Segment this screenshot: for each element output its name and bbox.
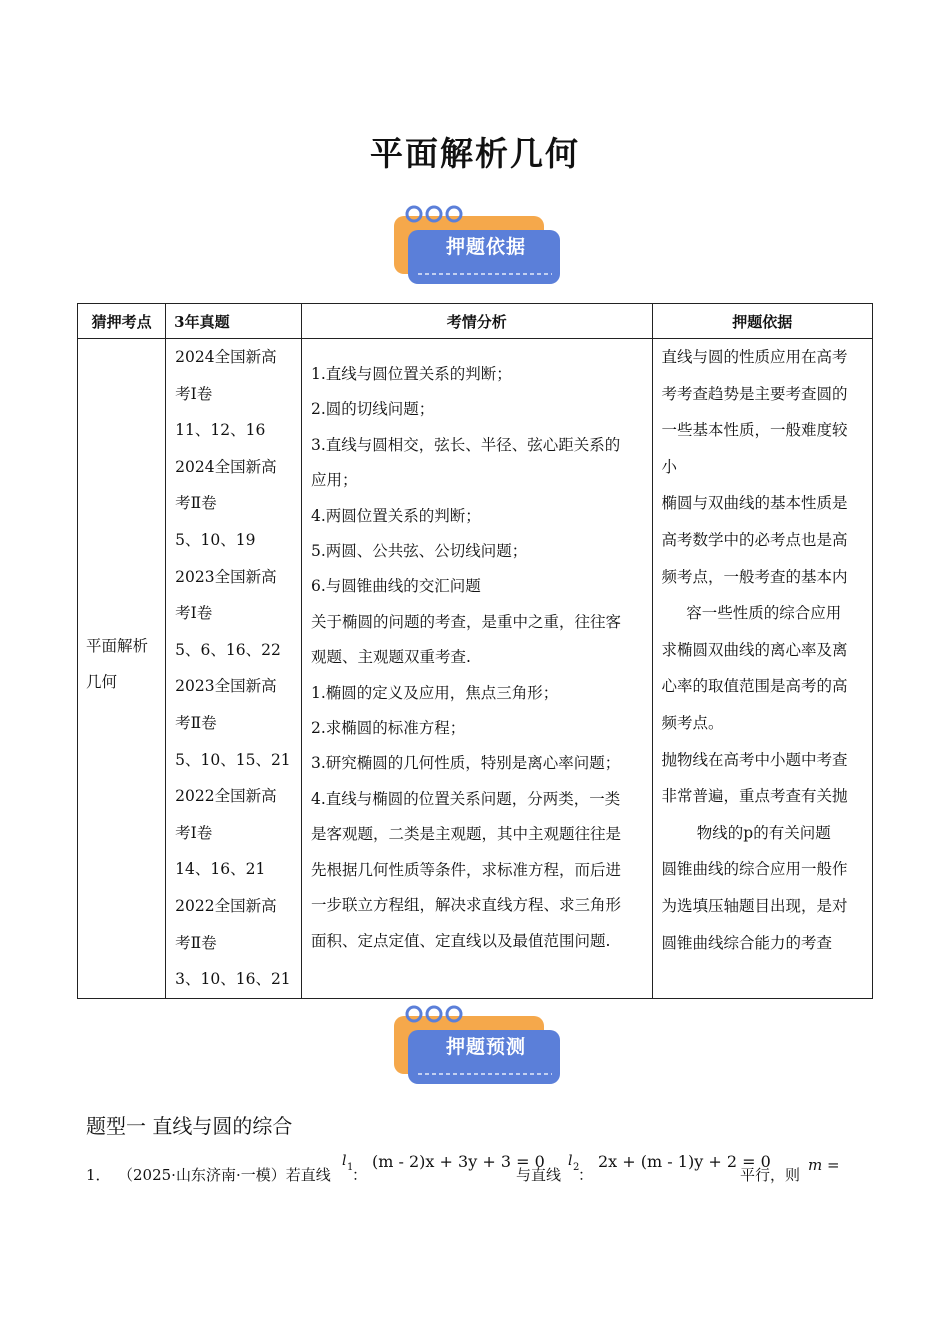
header-topic: 猜押考点 (78, 304, 166, 339)
list-item: 高考数学中的必考点也是高 (661, 530, 848, 549)
question-source: （2025·山东济南·一模）若直线 (118, 1166, 331, 1184)
question-mid: 与直线 (516, 1166, 562, 1184)
list-item: 一步联立方程组，解决求直线方程、求三角形 (310, 896, 621, 915)
list-item: 5.两圆、公共弦、公切线问题； (310, 542, 528, 561)
exam-table (77, 303, 873, 999)
list-item: 3.研究椭圆的几何性质，特别是离心率问题； (310, 754, 621, 773)
line-l2-symbol: l (568, 1153, 573, 1169)
line-l1-symbol: l (342, 1153, 347, 1169)
page-title: 平面解析几何 (370, 134, 580, 173)
list-item: 3、10、16、21 (175, 970, 291, 989)
topic-text: 平面解析几何 (86, 637, 149, 692)
list-item: 圆锥曲线综合能力的考查 (661, 933, 833, 952)
list-item: 5、6、16、22 (175, 640, 281, 659)
list-item: 心率的取值范围是高考的高 (661, 677, 848, 696)
list-item: 考考查趋势是主要考查圆的 (661, 384, 848, 403)
list-item: 考Ⅱ卷 (175, 933, 217, 952)
header-basis: 押题依据 (652, 304, 872, 339)
list-item: 1.椭圆的定义及应用，焦点三角形； (310, 683, 559, 702)
list-item: 直线与圆的性质应用在高考 (661, 348, 848, 366)
analysis-cell (301, 339, 652, 999)
basis-list (653, 339, 872, 961)
badge-basis-label: 押题依据 (445, 236, 526, 258)
header-exams: 3年真题 (166, 304, 302, 339)
list-item: 5、10、19 (175, 530, 256, 549)
list-item: 椭圆与双曲线的基本性质是 (661, 494, 848, 513)
exams-cell (166, 339, 302, 999)
list-item: 考I卷 (175, 604, 213, 623)
list-item: 2.圆的切线问题； (310, 400, 435, 419)
list-item: 1.直线与圆位置关系的判断； (310, 365, 512, 383)
line-l1-subscript: 1 (347, 1162, 354, 1173)
list-item: 关于椭圆的问题的考查，是重中之重，往往客 (310, 612, 621, 631)
list-item: 4.直线与椭圆的位置关系问题，分两类，一类 (310, 789, 621, 808)
question-1 (86, 1150, 866, 1190)
list-item: 考Ⅱ卷 (175, 494, 217, 513)
list-item: 先根据几何性质等条件，求标准方程，而后进 (310, 860, 621, 879)
question-tail: 平行，则 (740, 1166, 801, 1184)
list-item: 5、10、15、21 (175, 750, 291, 769)
colon-1: ： (352, 1166, 368, 1184)
badge-basis (392, 202, 562, 286)
list-item: 11、12、16 (175, 421, 266, 440)
topic-cell (78, 339, 166, 999)
list-item: 求椭圆双曲线的离心率及离 (661, 640, 848, 659)
list-item: 观题、主观题双重考查. (310, 648, 471, 667)
analysis-list (302, 357, 652, 959)
list-item: 非常普遍，重点考查有关抛 (661, 787, 848, 806)
table-header-row (78, 304, 873, 339)
list-item: 是客观题，二类是主观题，其中主观题往往是 (310, 825, 621, 844)
list-item: 容一些性质的综合应用 (686, 604, 842, 623)
list-item: 14、16、21 (175, 860, 266, 879)
list-item: 频考点。 (661, 713, 724, 732)
list-item: 为选填压轴题目出现，是对 (661, 896, 848, 915)
question-number: 1． (86, 1166, 111, 1184)
list-item: 圆锥曲线的综合应用一般作 (661, 860, 848, 879)
list-item: 抛物线在高考中小题中考查 (661, 750, 848, 769)
list-item: 频考点，一般考查的基本内 (661, 567, 848, 586)
header-analysis: 考情分析 (301, 304, 652, 339)
list-item: 6.与圆锥曲线的交汇问题 (310, 577, 481, 596)
badge-prediction-label: 押题预测 (445, 1036, 526, 1058)
table-row (78, 339, 873, 999)
list-item: 2022全国新高 (175, 787, 277, 806)
list-item: 2022全国新高 (175, 896, 277, 915)
line-l2-subscript: 2 (573, 1162, 580, 1173)
list-item: 2024全国新高 (175, 348, 277, 366)
colon-2: ： (578, 1166, 594, 1184)
section-heading: 题型一 直线与圆的综合 (86, 1114, 293, 1138)
list-item: 2.求椭圆的标准方程； (310, 719, 466, 738)
list-item: 4.两圆位置关系的判断； (310, 506, 481, 525)
list-item: 考Ⅱ卷 (175, 713, 217, 732)
list-item: 3.直线与圆相交，弦长、半径、弦心距关系的 (310, 435, 621, 454)
list-item: 面积、定点定值、定直线以及最值范围问题. (310, 931, 611, 950)
equation-l1: (m - 2)x + 3y + 3 = 0 (372, 1152, 545, 1171)
list-item: 一些基本性质，一般难度较 (661, 421, 848, 440)
exam-list (166, 339, 301, 998)
list-item: 2023全国新高 (175, 567, 277, 586)
basis-cell (652, 339, 872, 999)
list-item: 考I卷 (175, 384, 213, 403)
badge-prediction (392, 1002, 562, 1086)
list-item: 2023全国新高 (175, 677, 277, 696)
list-item: 考I卷 (175, 823, 213, 842)
equation-l2: 2x + (m - 1)y + 2 = 0 (598, 1152, 771, 1171)
list-item: 应用； (310, 471, 358, 490)
variable-m: m = (808, 1156, 840, 1174)
list-item: 2024全国新高 (175, 457, 277, 476)
list-item: 小 (661, 457, 678, 476)
list-item: 物线的p的有关问题 (696, 823, 831, 842)
